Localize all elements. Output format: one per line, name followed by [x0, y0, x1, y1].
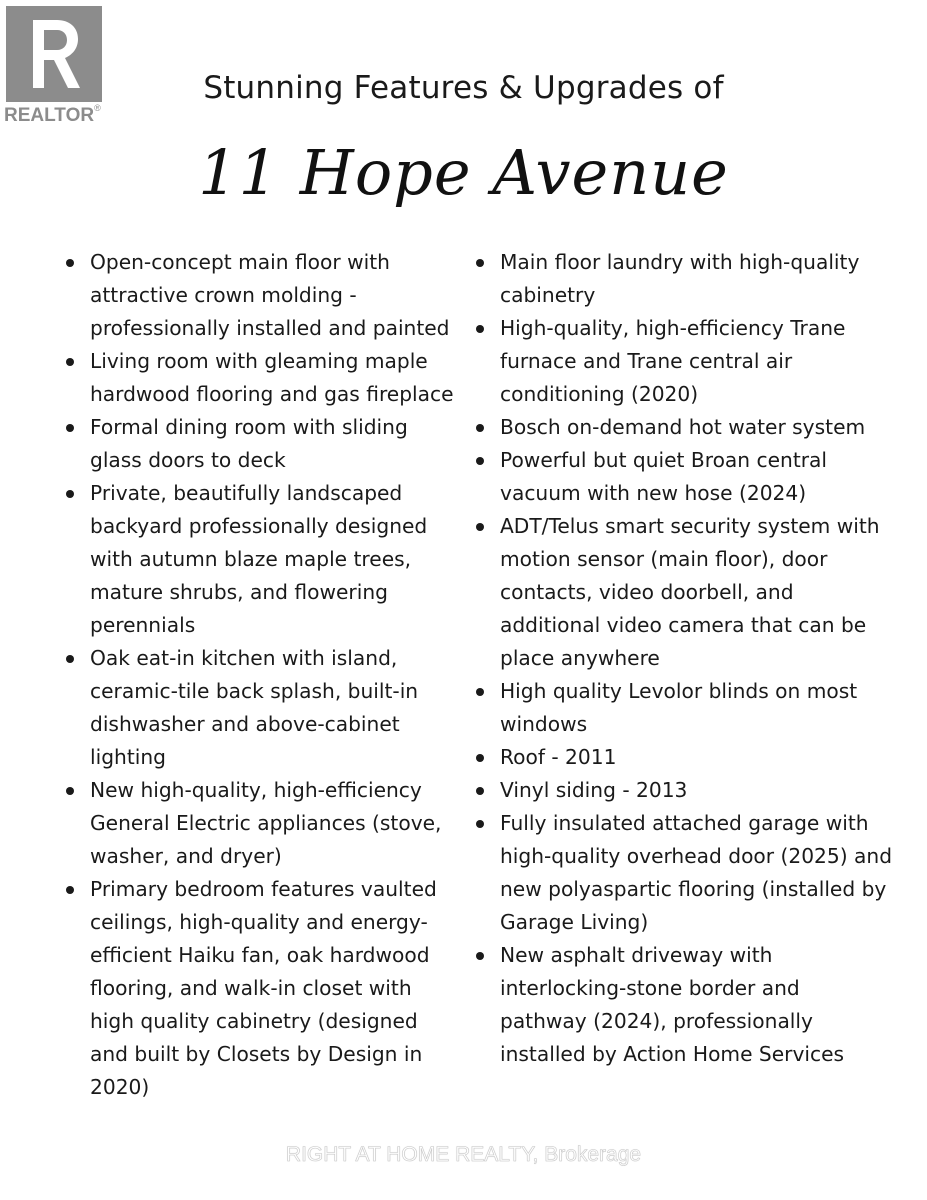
brokerage-watermark: RIGHT AT HOME REALTY, Brokerage [285, 1143, 642, 1166]
feature-item: High-quality, high-efficiency Trane furnace and Trane central air conditioning (2020) [472, 312, 892, 411]
feature-item: Bosch on-demand hot water system [472, 411, 892, 444]
features-list-left [62, 246, 462, 1104]
feature-item: Open-concept main floor with attractive crown molding - professionally installed and painted [62, 246, 462, 345]
feature-item: Roof - 2011 [472, 741, 892, 774]
feature-item: Fully insulated attached garage with high-quality overhead door (2025) and new polyaspartic flooring (installed by Garage Living) [472, 807, 892, 939]
features-list-right [472, 246, 892, 1071]
realtor-logo [4, 6, 110, 130]
feature-item: Powerful but quiet Broan central vacuum with new hose (2024) [472, 444, 892, 510]
property-address-title: 11 Hope Avenue [198, 136, 729, 209]
feature-item: ADT/Telus smart security system with motion sensor (main floor), door contacts, video doorbell, and additional video camera that can be place anywhere [472, 510, 892, 675]
feature-item: New asphalt driveway with interlocking-stone border and pathway (2024), professionally installed by Action Home Services [472, 939, 892, 1071]
feature-item: High quality Levolor blinds on most windows [472, 675, 892, 741]
feature-item: Living room with gleaming maple hardwood flooring and gas fireplace [62, 345, 462, 411]
feature-item: Formal dining room with sliding glass doors to deck [62, 411, 462, 477]
feature-item: Primary bedroom features vaulted ceilings, high-quality and energy-efficient Haiku fan, oak hardwood flooring, and walk-in closet with high quality cabinetry (designed and built by Closets by Design in 2020) [62, 873, 462, 1104]
realtor-wordmark: REALTOR® [4, 103, 101, 126]
feature-item: Vinyl siding - 2013 [472, 774, 892, 807]
feature-item: Main floor laundry with high-quality cabinetry [472, 246, 892, 312]
feature-item: New high-quality, high-efficiency General Electric appliances (stove, washer, and dryer) [62, 774, 462, 873]
feature-item: Private, beautifully landscaped backyard professionally designed with autumn blaze maple trees, mature shrubs, and flowering perennials [62, 477, 462, 642]
page-heading: Stunning Features & Upgrades of [203, 70, 724, 106]
feature-item: Oak eat-in kitchen with island, ceramic-tile back splash, built-in dishwasher and above-cabinet lighting [62, 642, 462, 774]
